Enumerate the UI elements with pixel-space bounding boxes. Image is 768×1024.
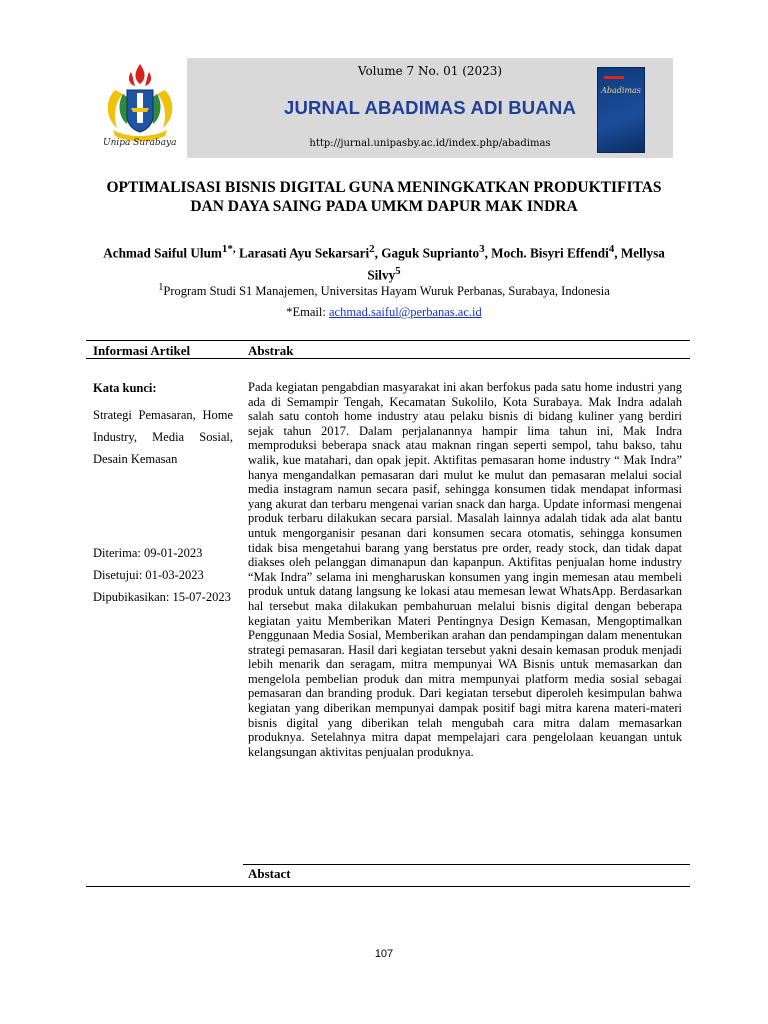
contact-email: [100, 305, 668, 320]
affiliation: [100, 282, 668, 299]
abstract-body: [248, 380, 682, 759]
abstact-heading: Abstact: [248, 866, 291, 881]
journal-title: JURNAL ABADIMAS ADI BUANA: [283, 97, 577, 118]
column-header-abstract: Abstrak: [248, 343, 294, 358]
author-name: , Moch. Bisyri Effendi: [484, 245, 609, 261]
author-list: [100, 240, 668, 285]
paper-title: OPTIMALISASI BISNIS DIGITAL GUNA MENINGKATKAN PRODUKTIFITAS DAN DAYA SAING PADA UMKM DAPUR MAK INDRA: [106, 179, 662, 215]
email-link[interactable]: achmad.saiful@perbanas.ac.id: [328, 305, 482, 319]
published-date: Dipubikasikan: 15-07-2023: [93, 590, 231, 604]
cover-title: Abadimas: [601, 86, 641, 95]
author-affiliation-mark: 4: [608, 243, 615, 255]
journal-volume: Volume 7 No. 01 (2023): [357, 64, 503, 78]
received-date: Diterima: 09-01-2023: [93, 546, 203, 560]
abstract-end-rule: [243, 864, 690, 865]
author-name: Larasati Ayu Sekarsari: [235, 245, 370, 261]
author-affiliation-mark: 2: [369, 243, 375, 255]
affiliation-mark: 1: [158, 282, 164, 293]
author-name: Achmad Saiful Ulum: [103, 245, 222, 261]
journal-cover-image: [597, 67, 645, 153]
accepted-date: Disetujui: 01-03-2023: [93, 568, 204, 582]
cover-accent-bar: [604, 76, 624, 79]
table-top-rule: [86, 340, 690, 341]
logo-caption: Unipa Surabaya: [103, 138, 177, 148]
table-bottom-rule: [86, 886, 690, 887]
journal-header: [95, 58, 689, 158]
author-affiliation-mark: 5: [395, 265, 401, 278]
author-name: , Mellysa Silvy: [367, 245, 665, 283]
affiliation-text: Program Studi S1 Manajemen, Universitas Hayam Wuruk Perbanas, Surabaya, Indonesia: [163, 284, 610, 299]
page-number: 107: [374, 948, 394, 960]
keywords-label: Kata kunci:: [93, 381, 157, 395]
column-header-article-info: Informasi Artikel: [93, 343, 191, 358]
article-dates: [93, 542, 235, 608]
author-name: , Gaguk Suprianto: [374, 245, 480, 261]
abstract-text: Pada kegiatan pengabdian masyarakat ini akan berfokus pada satu home industri yang ada di Semampir Tengah, Kecamatan Sukolilo, Kota Surabaya. Mak Indra adalah salah satu contoh home industry atau pelaku bisnis di bidang kuliner yang berdiri sejak tahun 2017. Dalam perjalanannya hampir lima tahun ini, Mak Indra memproduksi beberapa snack atau maknan ringan seperti sempol, tahu bakso, tahu walik, kue matahari, dan opak jepit. Aktifitas pemasaran home industry “ Mak Indra” hanya mengandalkan pemasaran dari mulut ke mulut dan pemasaran melalui social media instagram namun secara pasif, sehingga konsumen tidak mendapat informasi yang akurat dan terbaru mengenai varian snack dan harga. Update informasi mengenai produk terbaru dilakukan secara parsial. Masalah lainnya adalah tidak ada alat bantu untuk mengorganisir pesanan dari konsumen secara otomatis, sehingga konsumen tidak bisa mengetahui barang yang berstatus pre order, ready stock, dan tidak dapat diakses oleh pelanggan dimanapun dan kapanpun. Aktifitas penjualan home industry “Mak Indra” selama ini mengharuskan konsumen yang ingin memesan atau membeli produk untuk datang langsung ke lokasi atau memesan lewat WhatsApp. Berdasarkan hal tersebut maka dilakukan pembahuruan melalui bisnis digital dengan beberapa kegiatan yaitu Memberikan Materi Pentingnya Design Kemasan, Mengoptimalkan Penggunaan Media Sosial, Memberikan arahan dan pendampingan dalam menentukan strategi pemasaran. Hasil dari kegiatan tersebut yakni desain kemasan produk menjadi lebih menarik dan seragam, mitra mempunyai WA Bisnis untuk memasarkan dan mengelola pembelian produk dan mitra mempunyai platform media sosial sebagai pemasaran dan branding produk. Dari kegiatan tersebut diperoleh kesimpulan bahwa kegiatan yang diberikan mempunyai dampak positif bagi mitra karena materi-materi bisnis digital yang diberikan telah mengubah cara mitra dalam memasarkan produknya. Setelahnya mitra dapat mempelajari cara pengelolaan keuangan untuk kelangsungan aktivitas penjualan produknya.: [248, 380, 682, 759]
author-affiliation-mark: 1*,: [221, 243, 236, 255]
email-label: *Email:: [286, 305, 329, 319]
author-affiliation-mark: 3: [479, 243, 485, 255]
journal-url[interactable]: http://jurnal.unipasby.ac.id/index.php/abadimas: [309, 138, 551, 149]
keywords: Strategi Pemasaran, Home Industry, Media Sosial, Desain Kemasan: [93, 408, 233, 466]
